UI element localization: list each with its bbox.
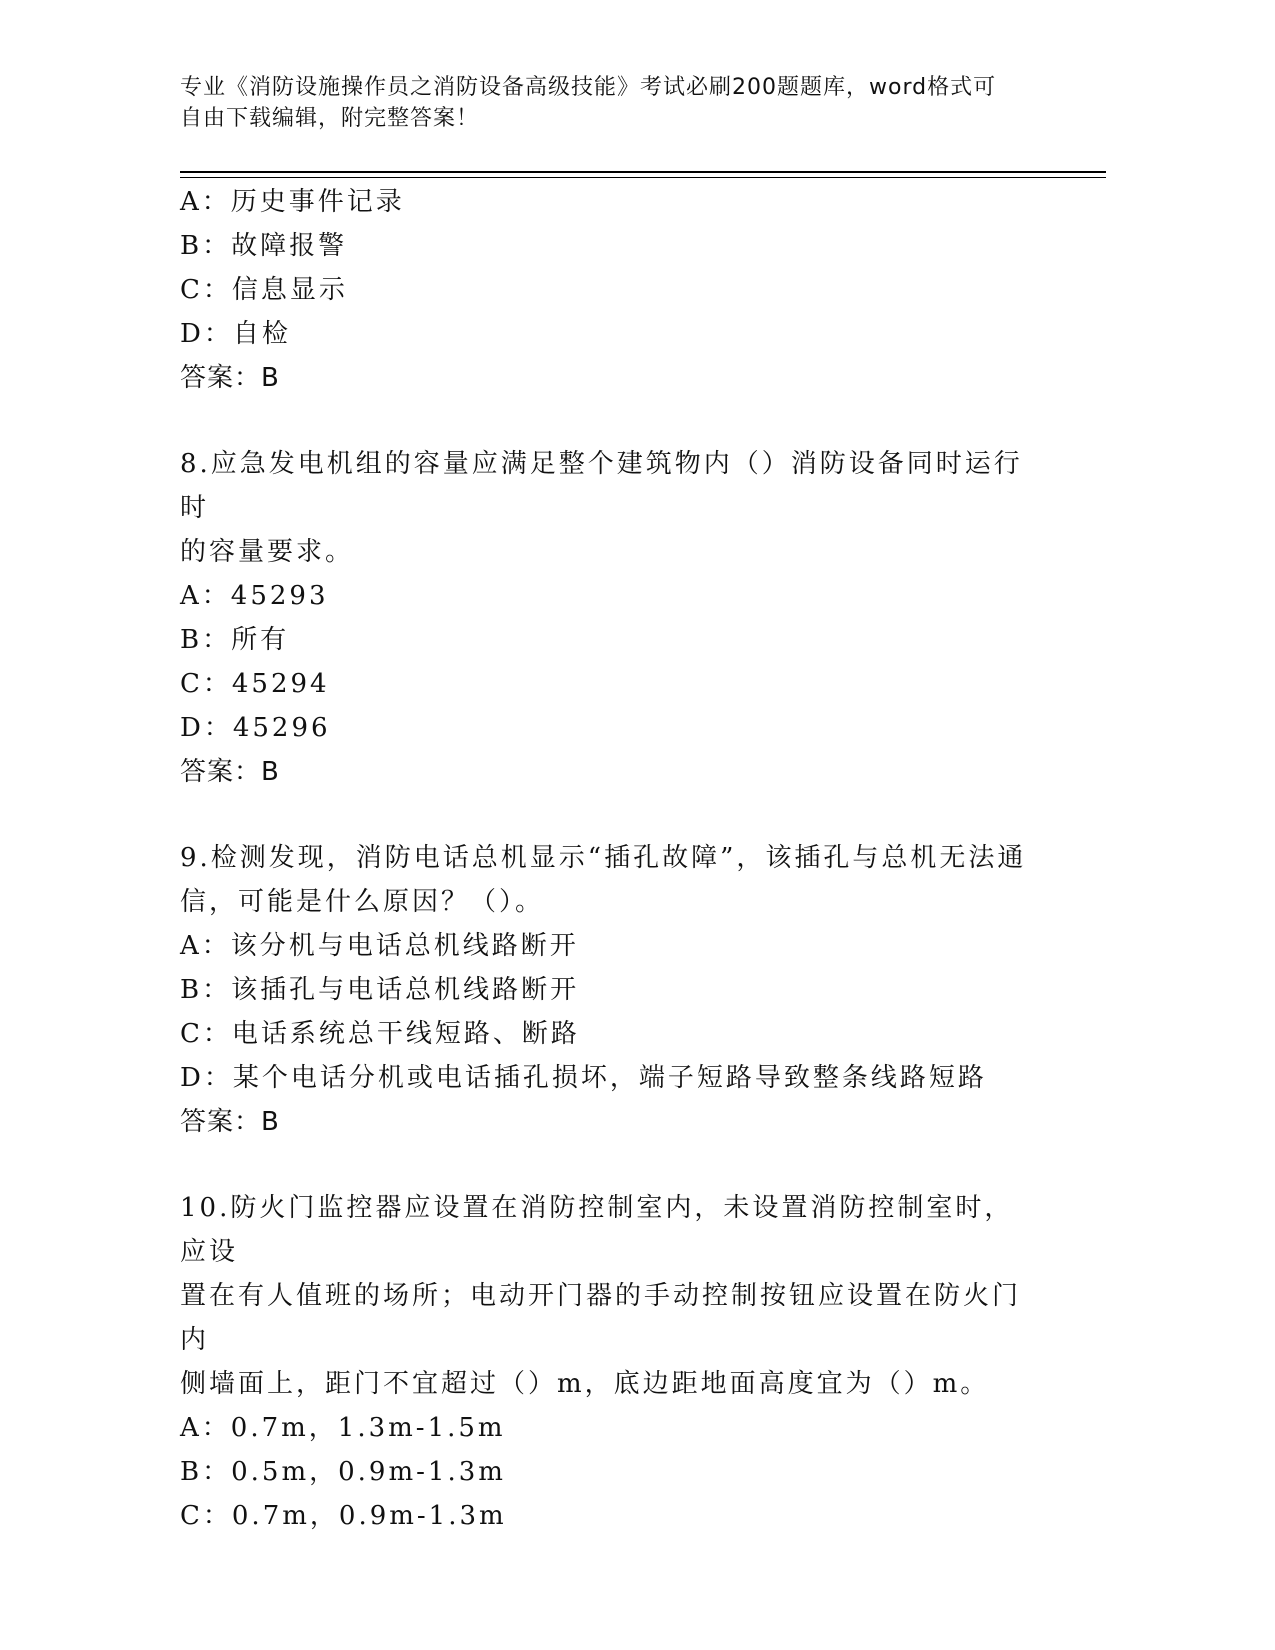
q8-stem-line-1: 8.应急发电机组的容量应满足整个建筑物内（）消防设备同时运行时 <box>180 449 1023 523</box>
q8-option-a: A：45293 <box>180 581 329 611</box>
header-line-2: 自由下载编辑，附完整答案！ <box>180 106 480 131</box>
question-7 <box>180 180 1040 400</box>
q9-option-d: D：某个电话分机或电话插孔损坏，端子短路导致整条线路短路 <box>180 1063 987 1093</box>
document-header <box>180 72 1060 134</box>
header-divider-thick <box>180 171 1106 173</box>
q10-stem-line-1: 10.防火门监控器应设置在消防控制室内，未设置消防控制室时，应设 <box>180 1193 1014 1267</box>
q8-option-c: C：45294 <box>180 669 330 699</box>
q7-option-a: A：历史事件记录 <box>180 187 405 217</box>
q8-answer: 答案：B <box>180 757 280 787</box>
spacer <box>180 400 1040 442</box>
q7-answer: 答案：B <box>180 363 280 393</box>
spacer <box>180 794 1040 836</box>
q9-stem-line-1: 9.检测发现，消防电话总机显示“插孔故障”，该插孔与总机无法通 <box>180 843 1027 873</box>
q7-option-b: B：故障报警 <box>180 231 348 261</box>
q10-stem-line-3: 侧墙面上，距门不宜超过（）m，底边距地面高度宜为（）m。 <box>180 1369 990 1399</box>
header-divider-thin <box>180 177 1106 178</box>
q7-option-c: C：信息显示 <box>180 275 348 305</box>
question-9 <box>180 836 1040 1144</box>
question-10 <box>180 1186 1040 1538</box>
q10-option-b: B：0.5m，0.9m-1.3m <box>180 1457 506 1487</box>
q7-option-d: D：自检 <box>180 319 291 349</box>
q8-option-b: B：所有 <box>180 625 290 655</box>
q9-option-b: B：该插孔与电话总机线路断开 <box>180 975 580 1005</box>
q8-option-d: D：45296 <box>180 713 331 743</box>
question-8 <box>180 442 1040 794</box>
q10-option-c: C：0.7m，0.9m-1.3m <box>180 1501 507 1531</box>
q10-stem-line-2: 置在有人值班的场所；电动开门器的手动控制按钮应设置在防火门内 <box>180 1281 1022 1355</box>
q9-stem-line-2: 信，可能是什么原因？（）。 <box>180 887 545 917</box>
header-line-1: 专业《消防设施操作员之消防设备高级技能》考试必刷200题题库，word格式可 <box>180 75 997 100</box>
document-body <box>180 180 1040 1538</box>
spacer <box>180 1144 1040 1186</box>
q9-option-a: A：该分机与电话总机线路断开 <box>180 931 579 961</box>
q9-answer: 答案：B <box>180 1107 280 1137</box>
q9-option-c: C：电话系统总干线短路、断路 <box>180 1019 580 1049</box>
q10-option-a: A：0.7m，1.3m-1.5m <box>180 1413 506 1443</box>
q8-stem-line-2: 的容量要求。 <box>180 537 355 567</box>
